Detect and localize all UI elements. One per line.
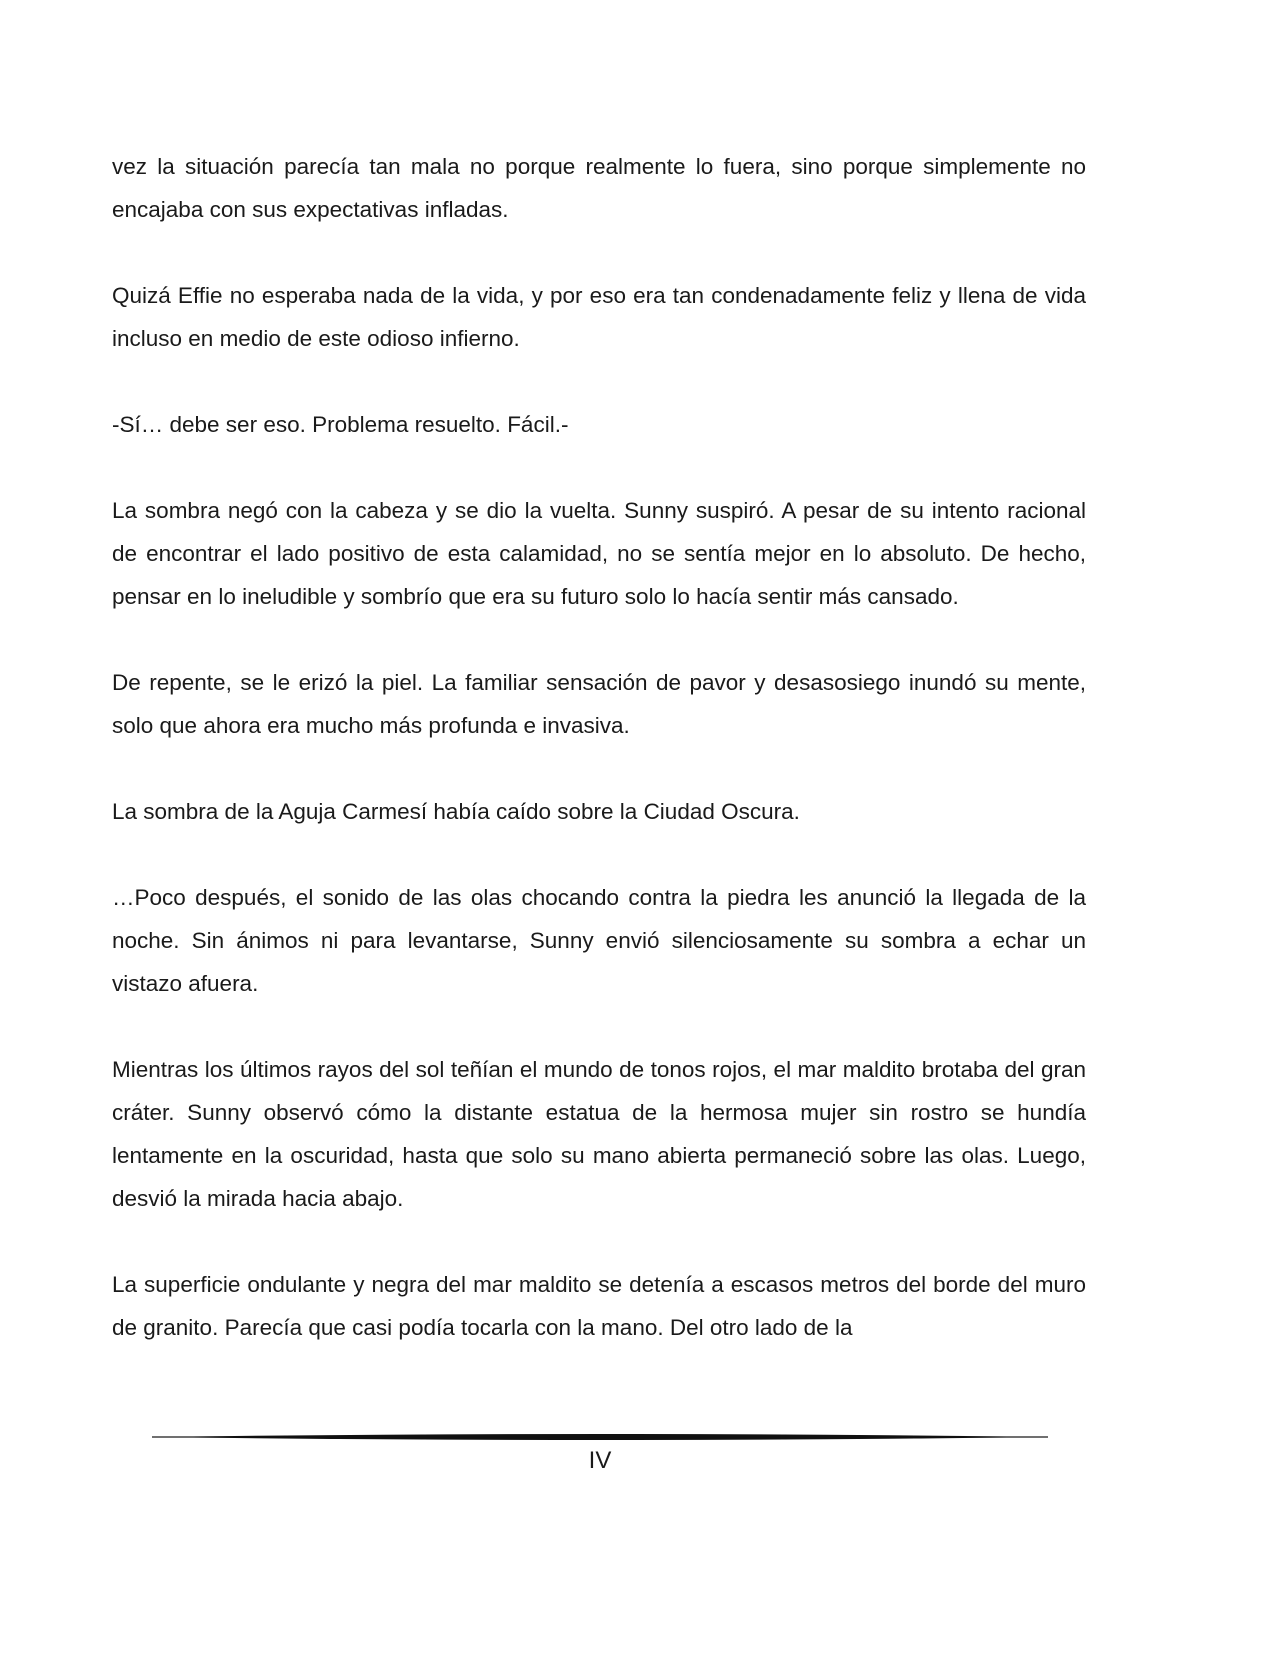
- page-body: [112, 145, 1086, 1392]
- paragraph: De repente, se le erizó la piel. La familiar sensación de pavor y desasosiego inundó su mente, solo que ahora era mucho más profunda e invasiva.: [112, 670, 1086, 738]
- paragraph: La sombra de la Aguja Carmesí había caído sobre la Ciudad Oscura.: [112, 799, 800, 824]
- paragraph: La superficie ondulante y negra del mar maldito se detenía a escasos metros del borde del muro de granito. Parecía que casi podía tocarla con la mano. Del otro lado de la: [112, 1272, 1086, 1340]
- paragraph: vez la situación parecía tan mala no porque realmente lo fuera, sino porque simplemente no encajaba con sus expectativas infladas.: [112, 154, 1086, 222]
- page-number: IV: [588, 1447, 612, 1474]
- paragraph: …Poco después, el sonido de las olas chocando contra la piedra les anunció la llegada de la noche. Sin ánimos ni para levantarse, Sunny envió silenciosamente su sombra a echar un vistazo afuera.: [112, 885, 1086, 996]
- paragraph: -Sí… debe ser eso. Problema resuelto. Fácil.-: [112, 412, 569, 437]
- footer-divider: [152, 1432, 1048, 1442]
- paragraph: La sombra negó con la cabeza y se dio la vuelta. Sunny suspiró. A pesar de su intento racional de encontrar el lado positivo de esta calamidad, no se sentía mejor en lo absoluto. De hecho, pensar en lo ineludible y sombrío que era su futuro solo lo hacía sentir más cansado.: [112, 498, 1086, 609]
- paragraph: Mientras los últimos rayos del sol teñían el mundo de tonos rojos, el mar maldito brotaba del gran cráter. Sunny observó cómo la distante estatua de la hermosa mujer sin rostro se hundía lentamente en la oscuridad, hasta que solo su mano abierta permaneció sobre las olas. Luego, desvió la mirada hacia abajo.: [112, 1057, 1086, 1211]
- paragraph: Quizá Effie no esperaba nada de la vida, y por eso era tan condenadamente feliz y llena de vida incluso en medio de este odioso infierno.: [112, 283, 1086, 351]
